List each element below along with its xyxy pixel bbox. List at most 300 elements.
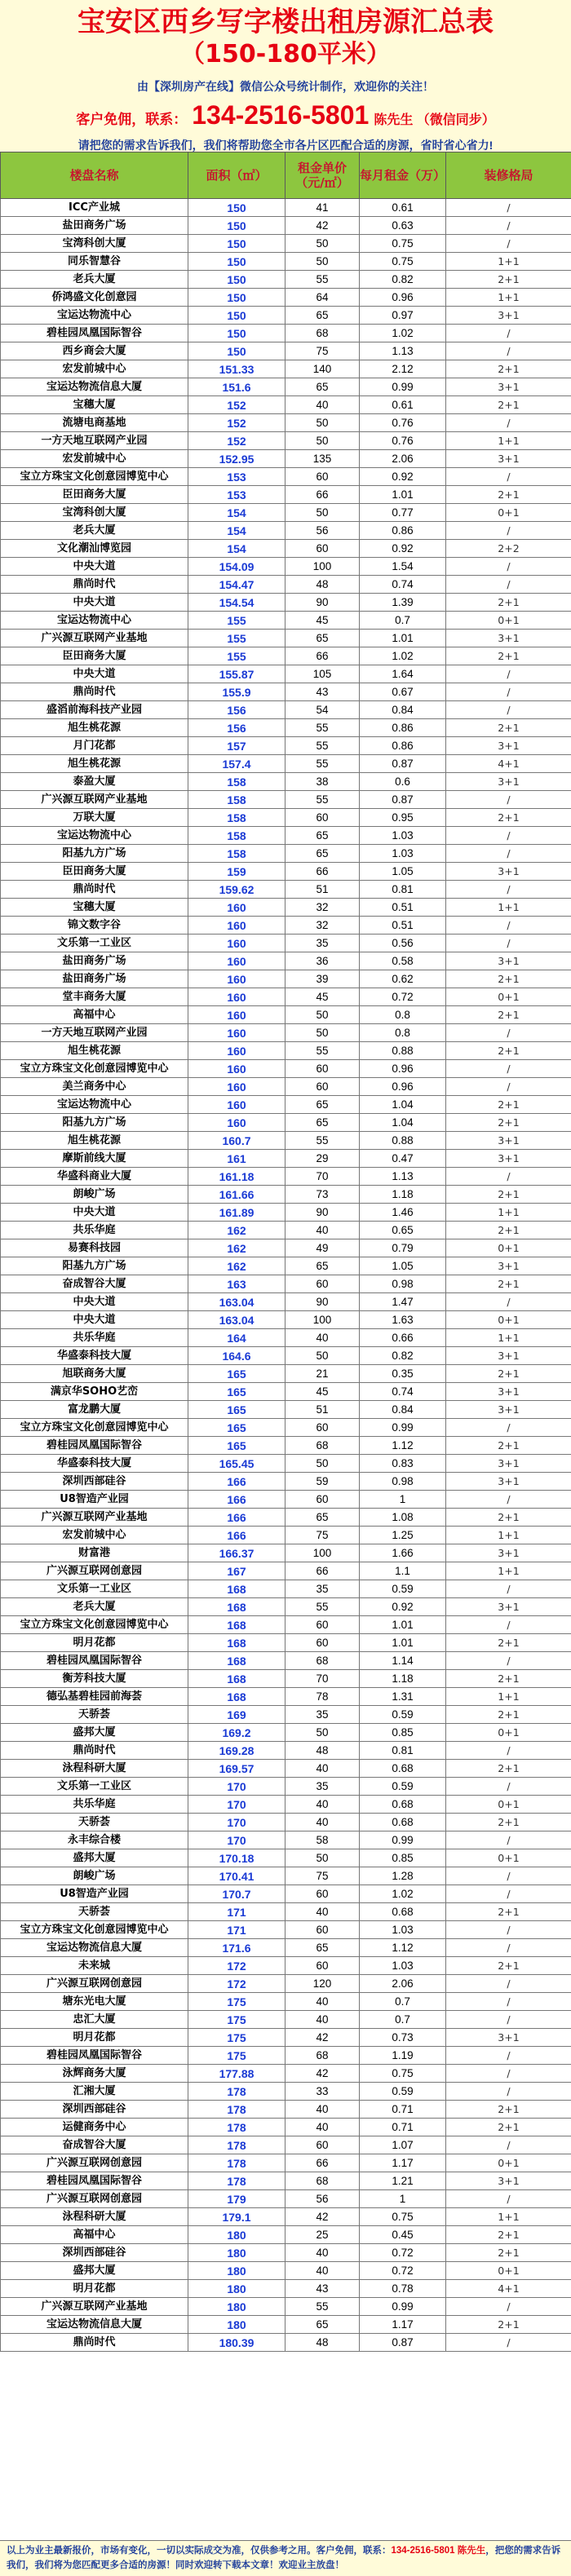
- cell-building-name: 盛滔前海科技产业园: [1, 701, 188, 719]
- cell-unit-price: 60: [286, 468, 360, 486]
- cell-monthly-rent: 0.61: [360, 396, 446, 414]
- cell-monthly-rent: 0.86: [360, 719, 446, 737]
- cell-area: 178: [188, 2154, 286, 2172]
- cell-monthly-rent: 1.28: [360, 1867, 446, 1885]
- cell-unit-price: 73: [286, 1186, 360, 1204]
- cell-building-name: 易赛科技园: [1, 1239, 188, 1257]
- table-row: [1, 1114, 571, 1132]
- cell-area: 180: [188, 2280, 286, 2298]
- cell-area: 170: [188, 1796, 286, 1814]
- cell-area: 180.39: [188, 2334, 286, 2352]
- table-row: [1, 2172, 571, 2190]
- column-header-unit-price: 租金单价（元/㎡）: [286, 152, 360, 199]
- cell-decoration: /: [446, 1580, 571, 1598]
- cell-monthly-rent: 0.59: [360, 1580, 446, 1598]
- cell-decoration: /: [446, 917, 571, 935]
- cell-unit-price: 50: [286, 1347, 360, 1365]
- cell-monthly-rent: 1.21: [360, 2172, 446, 2190]
- contact-phone[interactable]: 134-2516-5801: [192, 100, 370, 130]
- cell-building-name: 阳基九方广场: [1, 1114, 188, 1132]
- cell-decoration: /: [446, 1293, 571, 1311]
- cell-area: 175: [188, 2029, 286, 2047]
- cell-monthly-rent: 0.74: [360, 1383, 446, 1401]
- cell-building-name: 宝运达物流信息大厦: [1, 378, 188, 396]
- table-row: [1, 325, 571, 342]
- cell-area: 160: [188, 917, 286, 935]
- cell-monthly-rent: 1.46: [360, 1204, 446, 1222]
- column-header-monthly-rent: 每月租金（万）: [360, 152, 446, 199]
- cell-decoration: 2+1: [446, 1222, 571, 1239]
- table-row: [1, 1401, 571, 1419]
- cell-monthly-rent: 0.73: [360, 2029, 446, 2047]
- cell-monthly-rent: 0.79: [360, 1239, 446, 1257]
- cell-building-name: 月门花都: [1, 737, 188, 755]
- cell-monthly-rent: 0.85: [360, 1849, 446, 1867]
- cell-building-name: 宝运达物流中心: [1, 612, 188, 630]
- cell-unit-price: 140: [286, 360, 360, 378]
- cell-monthly-rent: 0.56: [360, 935, 446, 952]
- cell-decoration: /: [446, 576, 571, 594]
- table-row: [1, 2047, 571, 2065]
- cell-area: 154.54: [188, 594, 286, 612]
- cell-unit-price: 65: [286, 1257, 360, 1275]
- cell-monthly-rent: 0.8: [360, 1006, 446, 1024]
- cell-monthly-rent: 0.72: [360, 2262, 446, 2280]
- cell-building-name: 鼎尚时代: [1, 2334, 188, 2352]
- cell-area: 160: [188, 1114, 286, 1132]
- source-note: 由【深圳房产在线】微信公众号统计制作，欢迎你的关注！: [137, 80, 434, 93]
- cell-unit-price: 55: [286, 1598, 360, 1616]
- cell-unit-price: 50: [286, 1024, 360, 1042]
- table-row: [1, 683, 571, 701]
- cell-monthly-rent: 0.71: [360, 2101, 446, 2119]
- cell-building-name: 高福中心: [1, 1006, 188, 1024]
- cell-building-name: 高福中心: [1, 2226, 188, 2244]
- cell-decoration: /: [446, 235, 571, 253]
- cell-building-name: 明月花都: [1, 1634, 188, 1652]
- cell-building-name: 天骄荟: [1, 1903, 188, 1921]
- cell-decoration: 2+1: [446, 1670, 571, 1688]
- table-row: [1, 1365, 571, 1383]
- cell-area: 171.6: [188, 1939, 286, 1957]
- cell-monthly-rent: 0.61: [360, 199, 446, 217]
- cell-unit-price: 75: [286, 1867, 360, 1885]
- cell-monthly-rent: 0.72: [360, 988, 446, 1006]
- cell-area: 158: [188, 809, 286, 827]
- table-row: [1, 1760, 571, 1778]
- cell-monthly-rent: 1.13: [360, 342, 446, 360]
- table-row: [1, 1509, 571, 1527]
- cell-area: 170: [188, 1778, 286, 1796]
- cell-building-name: 中央大道: [1, 594, 188, 612]
- cell-building-name: 明月花都: [1, 2029, 188, 2047]
- cell-unit-price: 60: [286, 1275, 360, 1293]
- cell-area: 178: [188, 2172, 286, 2190]
- cell-monthly-rent: 0.68: [360, 1796, 446, 1814]
- table-row: [1, 2334, 571, 2352]
- cell-building-name: 富龙鹏大厦: [1, 1401, 188, 1419]
- cell-unit-price: 120: [286, 1975, 360, 1993]
- cell-decoration: 2+1: [446, 2226, 571, 2244]
- cell-area: 161.89: [188, 1204, 286, 1222]
- table-row: [1, 342, 571, 360]
- cell-monthly-rent: 0.76: [360, 414, 446, 432]
- table-row: [1, 1204, 571, 1222]
- cell-unit-price: 65: [286, 827, 360, 845]
- cell-building-name: 鼎尚时代: [1, 576, 188, 594]
- cell-area: 155.9: [188, 683, 286, 701]
- cell-building-name: 一方天地互联网产业园: [1, 1024, 188, 1042]
- cell-area: 166: [188, 1509, 286, 1527]
- cell-area: 175: [188, 2047, 286, 2065]
- cell-unit-price: 60: [286, 809, 360, 827]
- cell-building-name: 宝运达物流中心: [1, 1096, 188, 1114]
- cell-area: 152.95: [188, 450, 286, 468]
- cell-unit-price: 135: [286, 450, 360, 468]
- cell-unit-price: 56: [286, 2190, 360, 2208]
- cell-decoration: /: [446, 199, 571, 217]
- cell-unit-price: 65: [286, 2316, 360, 2334]
- table-row: [1, 1652, 571, 1670]
- cell-unit-price: 60: [286, 2136, 360, 2154]
- cell-monthly-rent: 0.96: [360, 1078, 446, 1096]
- cell-monthly-rent: 0.88: [360, 1042, 446, 1060]
- cell-decoration: 3+1: [446, 1598, 571, 1616]
- cell-decoration: /: [446, 1921, 571, 1939]
- cell-decoration: 1+1: [446, 432, 571, 450]
- cell-building-name: 锦文数字谷: [1, 917, 188, 935]
- table-row: [1, 1562, 571, 1580]
- cell-monthly-rent: 0.7: [360, 2011, 446, 2029]
- cell-building-name: 共乐华庭: [1, 1222, 188, 1239]
- cell-unit-price: 41: [286, 199, 360, 217]
- cell-decoration: /: [446, 217, 571, 235]
- table-row: [1, 1096, 571, 1114]
- cell-unit-price: 66: [286, 1562, 360, 1580]
- cell-unit-price: 55: [286, 791, 360, 809]
- cell-unit-price: 55: [286, 271, 360, 289]
- cell-monthly-rent: 0.86: [360, 522, 446, 540]
- cell-building-name: 财富港: [1, 1544, 188, 1562]
- cell-unit-price: 35: [286, 1778, 360, 1796]
- cell-unit-price: 66: [286, 2154, 360, 2172]
- cell-decoration: /: [446, 1742, 571, 1760]
- cell-building-name: 旭生桃花源: [1, 1042, 188, 1060]
- cell-decoration: 2+1: [446, 1437, 571, 1455]
- cell-building-name: 侨鸿盛文化创意园: [1, 289, 188, 307]
- cell-area: 160: [188, 1006, 286, 1024]
- cell-decoration: /: [446, 342, 571, 360]
- table-row: [1, 1670, 571, 1688]
- cell-unit-price: 68: [286, 1437, 360, 1455]
- cell-monthly-rent: 1.1: [360, 1562, 446, 1580]
- cell-monthly-rent: 1.12: [360, 1437, 446, 1455]
- cell-unit-price: 39: [286, 970, 360, 988]
- cell-area: 150: [188, 217, 286, 235]
- cell-building-name: ICC产业城: [1, 199, 188, 217]
- cell-decoration: 2+1: [446, 1706, 571, 1724]
- cell-monthly-rent: 0.98: [360, 1275, 446, 1293]
- cell-building-name: U8智造产业园: [1, 1885, 188, 1903]
- table-row: [1, 414, 571, 432]
- table-row: [1, 1311, 571, 1329]
- cell-monthly-rent: 0.96: [360, 1060, 446, 1078]
- cell-decoration: 2+1: [446, 809, 571, 827]
- table-row: [1, 1921, 571, 1939]
- cell-decoration: 3+1: [446, 773, 571, 791]
- cell-unit-price: 60: [286, 540, 360, 558]
- cell-monthly-rent: 0.77: [360, 504, 446, 522]
- cell-area: 156: [188, 719, 286, 737]
- cell-monthly-rent: 2.06: [360, 1975, 446, 1993]
- cell-building-name: 广兴源互联网产业基地: [1, 791, 188, 809]
- cell-area: 154: [188, 504, 286, 522]
- cell-building-name: 文乐第一工业区: [1, 1580, 188, 1598]
- cell-unit-price: 50: [286, 235, 360, 253]
- contact-prefix: 客户免佣，联系：: [76, 112, 188, 127]
- cell-decoration: 3+1: [446, 1473, 571, 1491]
- cell-building-name: 朗峻广场: [1, 1186, 188, 1204]
- cell-monthly-rent: 0.85: [360, 1724, 446, 1742]
- cell-building-name: 西乡商会大厦: [1, 342, 188, 360]
- header: [0, 0, 571, 152]
- cell-monthly-rent: 0.99: [360, 1419, 446, 1437]
- cell-building-name: 宝运达物流信息大厦: [1, 2316, 188, 2334]
- cell-area: 178: [188, 2136, 286, 2154]
- cell-building-name: 中央大道: [1, 1293, 188, 1311]
- cell-building-name: 旭联商务大厦: [1, 1365, 188, 1383]
- cell-monthly-rent: 0.84: [360, 701, 446, 719]
- cell-area: 170.18: [188, 1849, 286, 1867]
- cell-decoration: /: [446, 1419, 571, 1437]
- cell-unit-price: 32: [286, 917, 360, 935]
- table-row: [1, 1257, 571, 1275]
- cell-building-name: 宝立方珠宝文化创意园博览中心: [1, 1060, 188, 1078]
- contact-line: [0, 99, 571, 136]
- table-row: [1, 665, 571, 683]
- cell-unit-price: 50: [286, 1006, 360, 1024]
- cell-area: 165: [188, 1437, 286, 1455]
- cell-unit-price: 60: [286, 1616, 360, 1634]
- cell-unit-price: 40: [286, 2262, 360, 2280]
- table-row: [1, 1150, 571, 1168]
- table-row: [1, 2190, 571, 2208]
- cell-unit-price: 60: [286, 1634, 360, 1652]
- cell-area: 175: [188, 2011, 286, 2029]
- cell-building-name: 摩斯前线大厦: [1, 1150, 188, 1168]
- cell-unit-price: 40: [286, 2101, 360, 2119]
- cell-decoration: /: [446, 1975, 571, 1993]
- cell-unit-price: 50: [286, 253, 360, 271]
- cell-area: 159.62: [188, 881, 286, 899]
- cell-unit-price: 64: [286, 289, 360, 307]
- cell-area: 178: [188, 2101, 286, 2119]
- cell-building-name: 天骄荟: [1, 1814, 188, 1831]
- table-row: [1, 1939, 571, 1957]
- table-row: [1, 845, 571, 863]
- cell-building-name: 盛邦大厦: [1, 1849, 188, 1867]
- cell-monthly-rent: 1.03: [360, 827, 446, 845]
- cell-area: 180: [188, 2298, 286, 2316]
- cell-decoration: /: [446, 2083, 571, 2101]
- cell-unit-price: 60: [286, 1885, 360, 1903]
- cell-building-name: 广兴源互联网创意园: [1, 1562, 188, 1580]
- cell-building-name: 永丰综合楼: [1, 1831, 188, 1849]
- cell-unit-price: 65: [286, 1939, 360, 1957]
- cell-unit-price: 42: [286, 217, 360, 235]
- table-row: [1, 1831, 571, 1849]
- table-row: [1, 737, 571, 755]
- cell-decoration: 0+1: [446, 1796, 571, 1814]
- cell-area: 160.7: [188, 1132, 286, 1150]
- cell-unit-price: 55: [286, 1132, 360, 1150]
- table-row: [1, 2101, 571, 2119]
- cell-building-name: 美兰商务中心: [1, 1078, 188, 1096]
- table-row: [1, 2316, 571, 2334]
- table-row: [1, 791, 571, 809]
- cell-area: 155: [188, 612, 286, 630]
- cell-decoration: 2+1: [446, 396, 571, 414]
- cell-decoration: 2+1: [446, 647, 571, 665]
- cell-building-name: 广兴源互联网创意园: [1, 2190, 188, 2208]
- cell-area: 150: [188, 235, 286, 253]
- cell-building-name: 臣田商务大厦: [1, 647, 188, 665]
- cell-area: 158: [188, 827, 286, 845]
- cell-unit-price: 78: [286, 1688, 360, 1706]
- table-row: [1, 935, 571, 952]
- cell-area: 153: [188, 468, 286, 486]
- cell-decoration: /: [446, 1060, 571, 1078]
- cell-area: 160: [188, 1060, 286, 1078]
- cell-building-name: 宝湾科创大厦: [1, 504, 188, 522]
- cell-decoration: 2+2: [446, 540, 571, 558]
- cell-area: 166: [188, 1527, 286, 1544]
- cell-building-name: 碧桂园凤凰国际智谷: [1, 2047, 188, 2065]
- cell-area: 169.28: [188, 1742, 286, 1760]
- cell-building-name: 宝穗大厦: [1, 899, 188, 917]
- table-row: [1, 1437, 571, 1455]
- cell-building-name: 臣田商务大厦: [1, 486, 188, 504]
- page-subtitle: （150-180平米）: [180, 40, 391, 68]
- cell-unit-price: 33: [286, 2083, 360, 2101]
- table-row: [1, 1885, 571, 1903]
- cell-unit-price: 32: [286, 899, 360, 917]
- cell-unit-price: 60: [286, 1957, 360, 1975]
- cell-monthly-rent: 0.72: [360, 2244, 446, 2262]
- cell-decoration: /: [446, 2047, 571, 2065]
- cell-area: 168: [188, 1688, 286, 1706]
- cell-decoration: 1+1: [446, 1562, 571, 1580]
- cell-decoration: 1+1: [446, 1204, 571, 1222]
- cell-area: 154: [188, 522, 286, 540]
- table-row: [1, 1849, 571, 1867]
- footer-text-1: 以上为业主最新报价，市场有变化，一切以实际成交为准，仅供参考之用。客户免佣，联系：: [7, 2546, 392, 2556]
- table-row: [1, 988, 571, 1006]
- cell-decoration: /: [446, 683, 571, 701]
- cell-building-name: 华盛泰科技大厦: [1, 1347, 188, 1365]
- cell-building-name: 旭生桃花源: [1, 1132, 188, 1150]
- table-row: [1, 2011, 571, 2029]
- cell-building-name: 泳辉商务大厦: [1, 2065, 188, 2083]
- cell-decoration: /: [446, 1867, 571, 1885]
- footer-phone[interactable]: 134-2516-5801 陈先生: [391, 2546, 486, 2556]
- cell-building-name: 泰盈大厦: [1, 773, 188, 791]
- cell-area: 178: [188, 2083, 286, 2101]
- cell-monthly-rent: 0.58: [360, 952, 446, 970]
- cell-unit-price: 42: [286, 2029, 360, 2047]
- cell-decoration: 3+1: [446, 1347, 571, 1365]
- table-row: [1, 612, 571, 630]
- cell-decoration: 1+1: [446, 1329, 571, 1347]
- cell-unit-price: 50: [286, 1724, 360, 1742]
- cell-building-name: 中央大道: [1, 558, 188, 576]
- table-row: [1, 647, 571, 665]
- cell-monthly-rent: 0.51: [360, 917, 446, 935]
- cell-unit-price: 55: [286, 755, 360, 773]
- cell-monthly-rent: 0.8: [360, 1024, 446, 1042]
- cell-area: 150: [188, 271, 286, 289]
- cell-unit-price: 75: [286, 1527, 360, 1544]
- cell-unit-price: 60: [286, 1921, 360, 1939]
- table-row: [1, 253, 571, 271]
- cell-area: 178: [188, 2119, 286, 2136]
- cell-building-name: 奋成智谷大厦: [1, 2136, 188, 2154]
- cell-building-name: 宏发前城中心: [1, 1527, 188, 1544]
- cell-building-name: 堂丰商务大厦: [1, 988, 188, 1006]
- cell-decoration: /: [446, 881, 571, 899]
- cell-decoration: /: [446, 2065, 571, 2083]
- table-row: [1, 486, 571, 504]
- table-row: [1, 522, 571, 540]
- request-note: 请把您的需求告诉我们，我们将帮助您全市各片区匹配合适的房源，省时省心省力!: [77, 139, 494, 152]
- cell-monthly-rent: 1: [360, 1491, 446, 1509]
- cell-decoration: 2+1: [446, 594, 571, 612]
- table-row: [1, 1867, 571, 1885]
- cell-unit-price: 68: [286, 325, 360, 342]
- cell-unit-price: 60: [286, 1491, 360, 1509]
- table-row: [1, 1024, 571, 1042]
- cell-decoration: 1+1: [446, 253, 571, 271]
- cell-area: 168: [188, 1670, 286, 1688]
- cell-area: 152: [188, 396, 286, 414]
- cell-monthly-rent: 1.01: [360, 630, 446, 647]
- table-header-row: [1, 152, 571, 199]
- cell-monthly-rent: 1.01: [360, 1634, 446, 1652]
- cell-monthly-rent: 0.75: [360, 2208, 446, 2226]
- cell-decoration: 0+1: [446, 2154, 571, 2172]
- cell-area: 150: [188, 199, 286, 217]
- cell-unit-price: 65: [286, 378, 360, 396]
- cell-monthly-rent: 1.47: [360, 1293, 446, 1311]
- cell-decoration: 3+1: [446, 630, 571, 647]
- cell-building-name: 宝立方珠宝文化创意园博览中心: [1, 1921, 188, 1939]
- table-row: [1, 1347, 571, 1365]
- cell-decoration: 2+1: [446, 271, 571, 289]
- cell-decoration: /: [446, 1831, 571, 1849]
- table-row: [1, 1903, 571, 1921]
- cell-area: 160: [188, 1024, 286, 1042]
- cell-building-name: 广兴源互联网创意园: [1, 1975, 188, 1993]
- cell-unit-price: 50: [286, 414, 360, 432]
- table-row: [1, 773, 571, 791]
- cell-area: 175: [188, 1993, 286, 2011]
- cell-area: 165: [188, 1365, 286, 1383]
- cell-decoration: 0+1: [446, 1849, 571, 1867]
- table-row: [1, 1060, 571, 1078]
- cell-area: 157: [188, 737, 286, 755]
- cell-monthly-rent: 0.47: [360, 1150, 446, 1168]
- cell-unit-price: 100: [286, 558, 360, 576]
